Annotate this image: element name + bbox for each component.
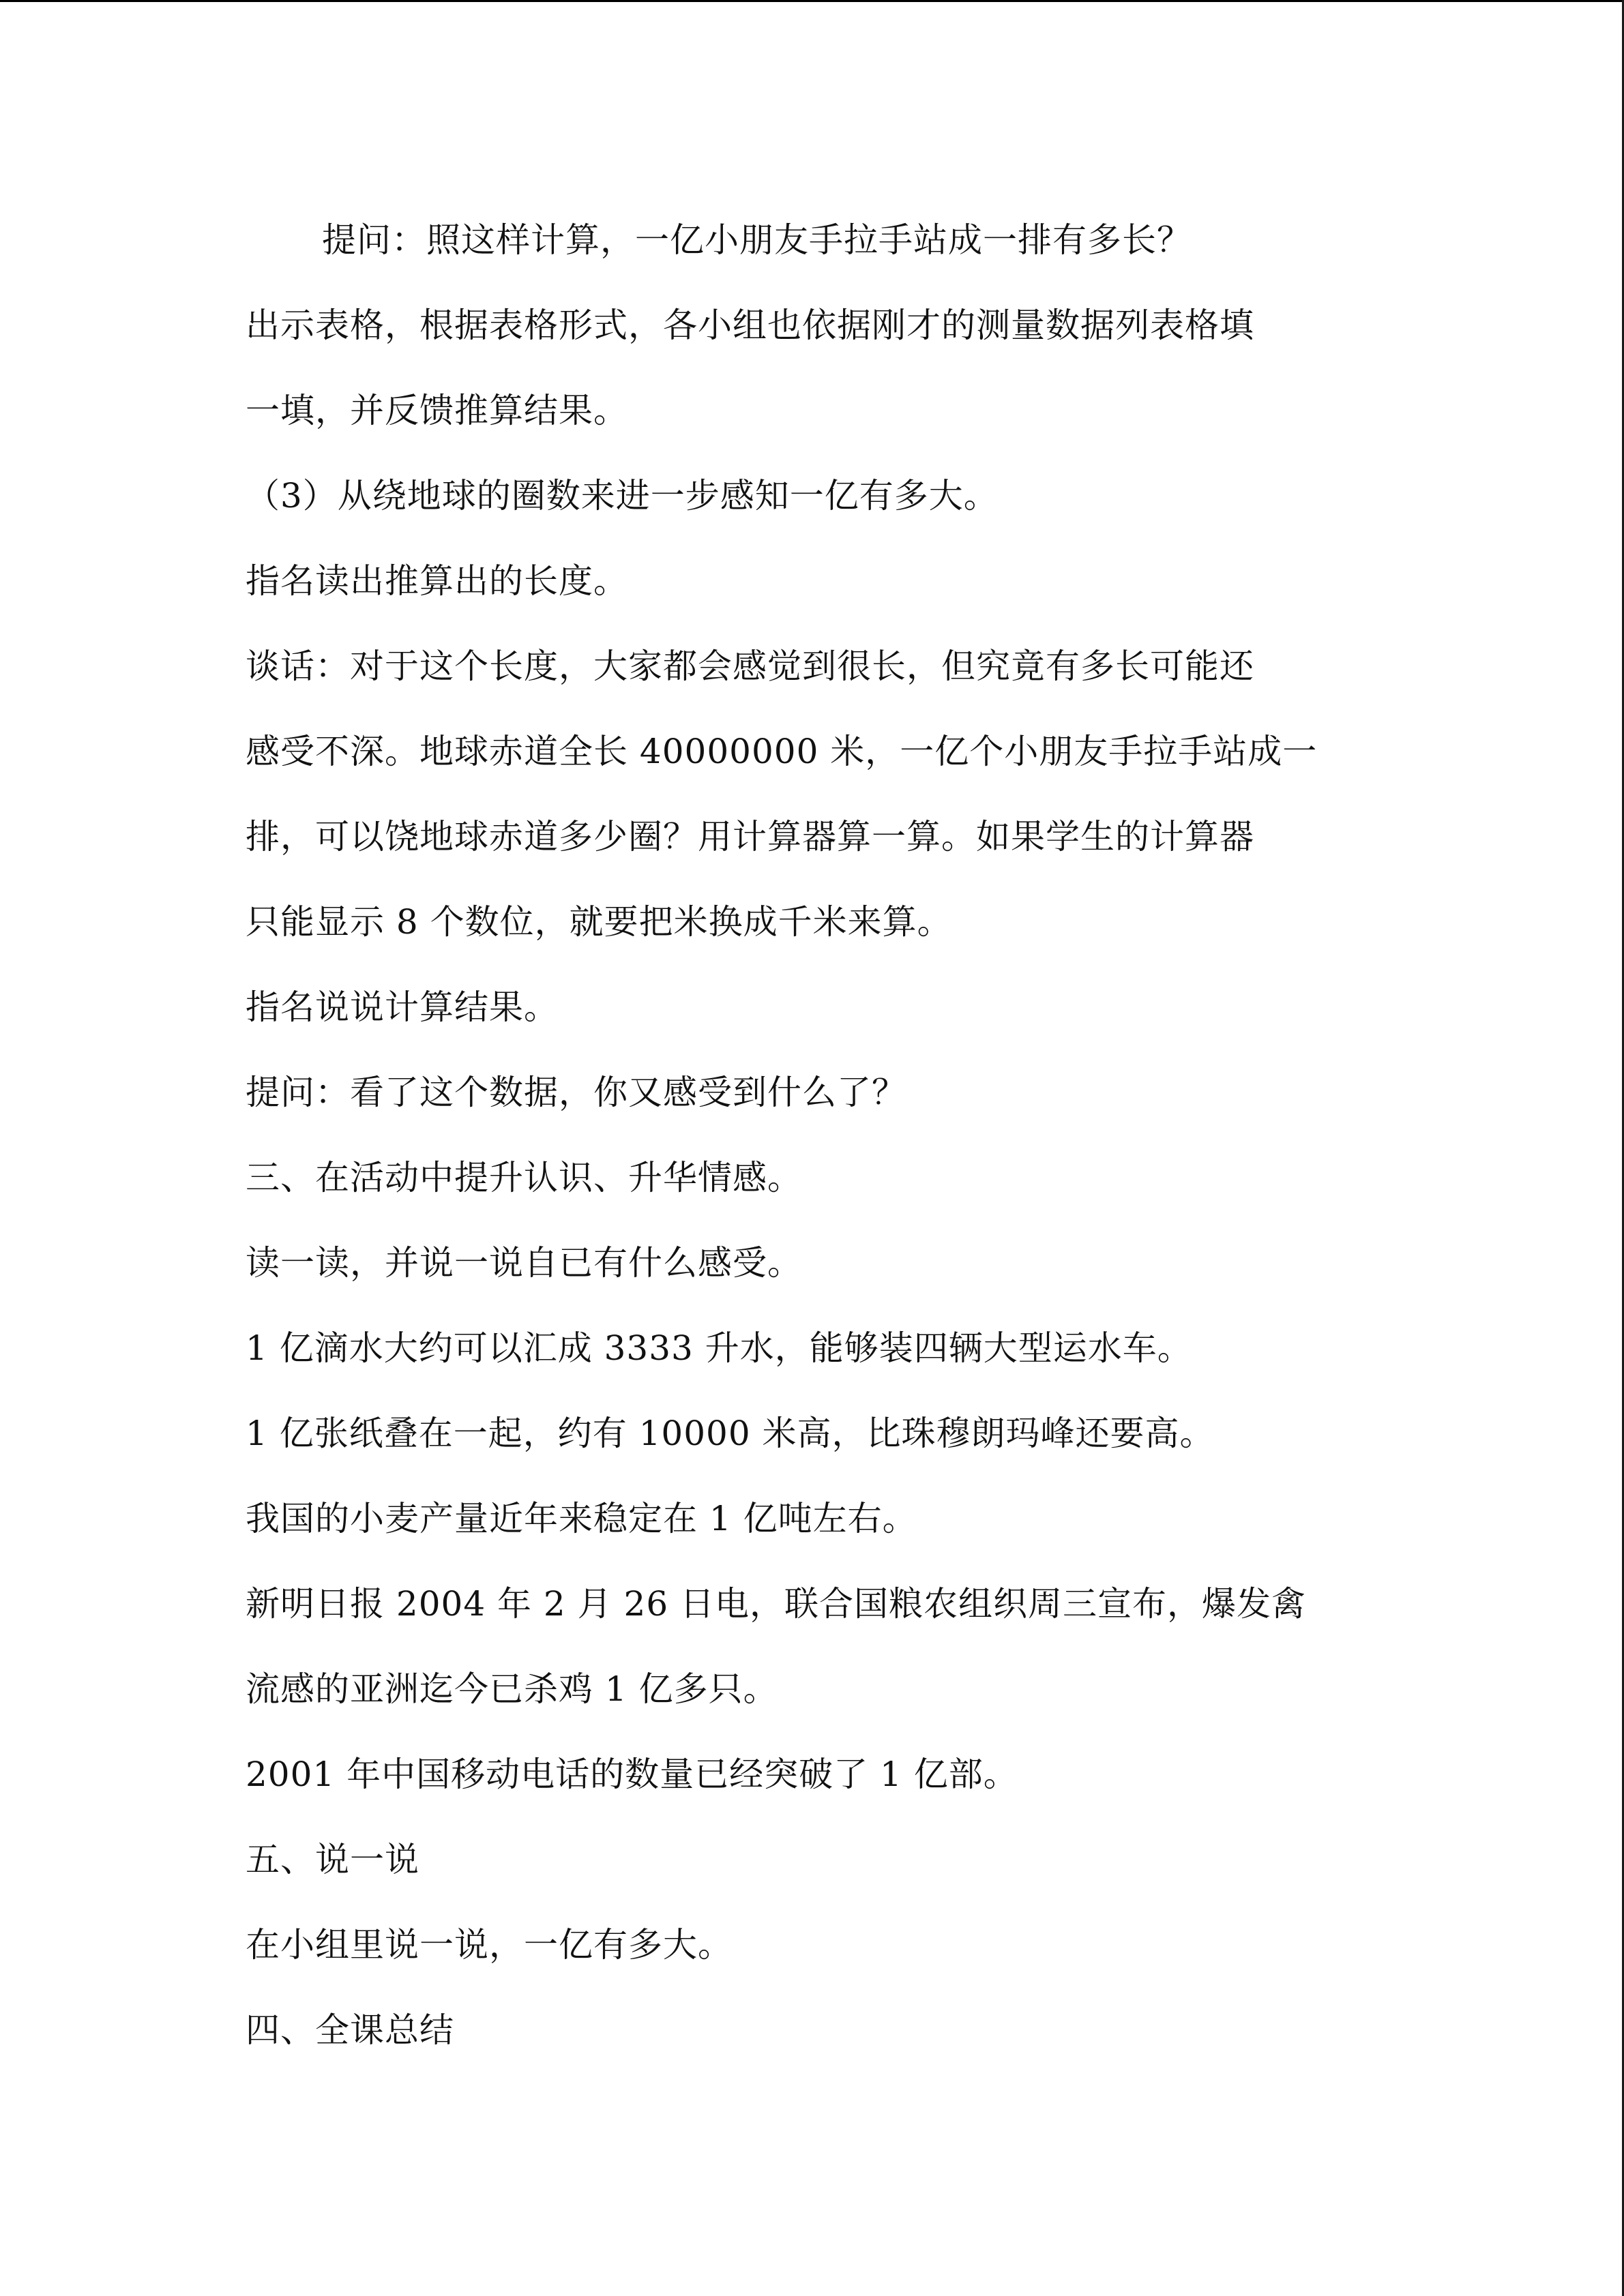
paragraph-show-table: 出示表格，根据表格形式，各小组也依据刚才的测量数据列表格填	[246, 305, 1254, 345]
paragraph-question-length: 提问：照这样计算，一亿小朋友手拉手站成一排有多长？	[322, 220, 1192, 260]
paragraph-say-result: 指名说说计算结果。	[246, 987, 559, 1027]
heading-section-4: 四、全课总结	[246, 2010, 454, 2050]
paragraph-fact-phones: 2001 年中国移动电话的数量已经突破了 1 亿部。	[246, 1755, 1018, 1794]
paragraph-show-table-cont: 一填，并反馈推算结果。	[246, 391, 628, 430]
paragraph-talk: 谈话：对于这个长度，大家都会感觉到很长，但究竟有多长可能还	[246, 646, 1254, 686]
heading-step-3: （3）从绕地球的圈数来进一步感知一亿有多大。	[246, 476, 999, 516]
paragraph-fact-wheat: 我国的小麦产量近年来稳定在 1 亿吨左右。	[246, 1499, 917, 1538]
paragraph-read-length: 指名读出推算出的长度。	[246, 561, 628, 601]
paragraph-talk-cont-1: 感受不深。地球赤道全长 40000000 米，一亿个小朋友手拉手站成一	[246, 732, 1318, 771]
heading-section-3: 三、在活动中提升认识、升华情感。	[246, 1158, 802, 1197]
paragraph-talk-cont-3: 只能显示 8 个数位，就要把米换成千米来算。	[246, 902, 952, 942]
page-top-border	[0, 0, 1624, 2]
heading-section-5: 五、说一说	[246, 1840, 419, 1879]
paragraph-fact-news: 新明日报 2004 年 2 月 26 日电，联合国粮农组织周三宣布，爆发禽	[246, 1584, 1307, 1624]
paragraph-fact-news-cont: 流感的亚洲迄今已杀鸡 1 亿多只。	[246, 1669, 778, 1709]
paragraph-group-talk: 在小组里说一说，一亿有多大。	[246, 1925, 733, 1965]
paragraph-question-feeling: 提问：看了这个数据，你又感受到什么了？	[246, 1073, 906, 1112]
paragraph-talk-cont-2: 排，可以饶地球赤道多少圈？用计算器算一算。如果学生的计算器	[246, 817, 1254, 856]
paragraph-fact-water: 1 亿滴水大约可以汇成 3333 升水，能够装四辆大型运水车。	[246, 1328, 1192, 1368]
document-body	[246, 198, 1378, 2073]
paragraph-fact-paper: 1 亿张纸叠在一起，约有 10000 米高，比珠穆朗玛峰还要高。	[246, 1414, 1215, 1453]
paragraph-read-say: 读一读，并说一说自已有什么感受。	[246, 1243, 802, 1283]
